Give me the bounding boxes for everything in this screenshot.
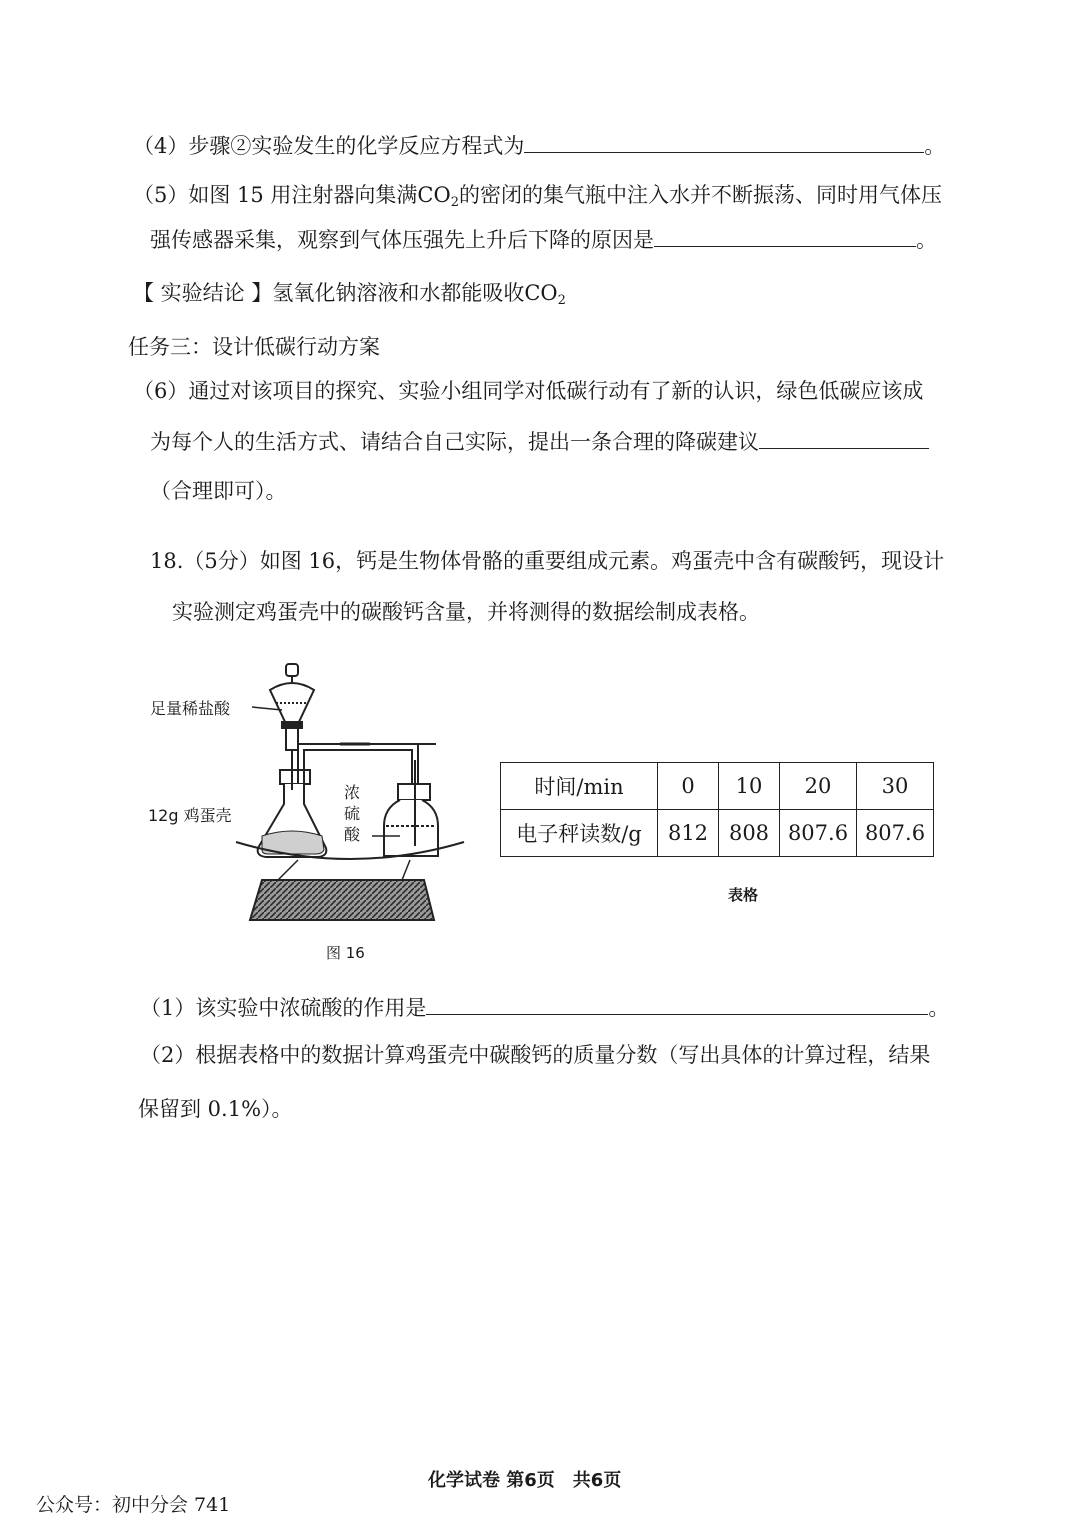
gas-washing-bottle xyxy=(372,760,438,856)
q5-line2 xyxy=(150,224,937,255)
watermark: 公众号：初中分会 741 xyxy=(36,1494,231,1516)
sub1-end: 。 xyxy=(928,996,950,1020)
data-table xyxy=(500,762,934,857)
table-cell: 20 xyxy=(780,763,857,810)
separatory-funnel xyxy=(270,664,314,750)
label-sulfuric-acid xyxy=(344,782,360,845)
q4-text: （4）步骤②实验发生的化学反应方程式为 xyxy=(133,134,525,158)
pointer-hcl xyxy=(252,707,282,710)
table-cell: 10 xyxy=(719,763,780,810)
task3-heading: 任务三：设计低碳行动方案 xyxy=(128,335,380,359)
q4-line xyxy=(133,130,945,161)
q18-line1: 18.（5分）如图 16，钙是生物体骨骼的重要组成元素。鸡蛋壳中含有碳酸钙，现设计 xyxy=(150,549,945,573)
sub2-line2: 保留到 0.1%）。 xyxy=(138,1097,293,1121)
table-row xyxy=(501,810,934,857)
q5-subscript: 2 xyxy=(450,195,459,210)
table-caption: 表格 xyxy=(728,886,759,904)
label-sulfuric-3: 酸 xyxy=(344,825,361,844)
label-sulfuric-2: 硫 xyxy=(344,804,361,823)
conclusion-subscript: 2 xyxy=(557,293,566,308)
q5-text-a: （5）如图 15 用注射器向集满CO xyxy=(133,183,451,207)
conclusion-text: 【 实验结论 】氢氧化钠溶液和水都能吸收CO xyxy=(133,281,558,305)
table-cell: 807.6 xyxy=(780,810,857,857)
balance-base xyxy=(250,880,434,920)
sub1-text: （1）该实验中浓硫酸的作用是 xyxy=(140,996,427,1020)
q18-line2: 实验测定鸡蛋壳中的碳酸钙含量，并将测得的数据绘制成表格。 xyxy=(172,600,760,624)
q5-end: 。 xyxy=(916,228,937,252)
table-cell: 0 xyxy=(658,763,719,810)
q6-line3: （合理即可）。 xyxy=(150,479,287,503)
q6-answer-blank[interactable] xyxy=(759,426,929,449)
table-row xyxy=(501,763,934,810)
table-cell: 30 xyxy=(857,763,934,810)
label-eggshell: 12g 鸡蛋壳 xyxy=(148,806,232,825)
table-cell: 电子秤读数/g xyxy=(501,810,658,857)
label-sulfuric-1: 浓 xyxy=(344,783,361,802)
sub1-line xyxy=(140,992,949,1023)
q4-answer-blank[interactable] xyxy=(524,130,924,153)
figure-caption: 图 16 xyxy=(326,944,365,962)
sub1-answer-blank[interactable] xyxy=(426,992,928,1015)
q6-line2 xyxy=(150,426,929,457)
table-cell: 时间/min xyxy=(501,763,658,810)
page-footer: 化学试卷 第6页 共6页 xyxy=(428,1470,622,1491)
q5-text-b: 的密闭的集气瓶中注入水并不断振荡、同时用气体压 xyxy=(459,183,942,207)
q6-line1: （6）通过对该项目的探究、实验小组同学对低碳行动有了新的认识，绿色低碳应该成 xyxy=(133,379,924,403)
table-cell: 807.6 xyxy=(857,810,934,857)
table-cell: 812 xyxy=(658,810,719,857)
table-cell: 808 xyxy=(719,810,780,857)
q4-end: 。 xyxy=(924,134,946,158)
q6-text: 为每个人的生活方式、请结合自己实际，提出一条合理的降碳建议 xyxy=(150,430,759,454)
q5-line1 xyxy=(133,180,942,218)
label-dilute-hcl: 足量稀盐酸 xyxy=(150,699,231,718)
q5-answer-blank[interactable] xyxy=(654,224,916,247)
conclusion-line xyxy=(133,278,566,316)
conical-flask xyxy=(258,750,327,857)
delivery-tube xyxy=(298,744,436,800)
q5-text-c: 强传感器采集，观察到气体压强先上升后下降的原因是 xyxy=(150,228,654,252)
sub2-line1: （2）根据表格中的数据计算鸡蛋壳中碳酸钙的质量分数（写出具体的计算过程，结果 xyxy=(140,1043,931,1067)
